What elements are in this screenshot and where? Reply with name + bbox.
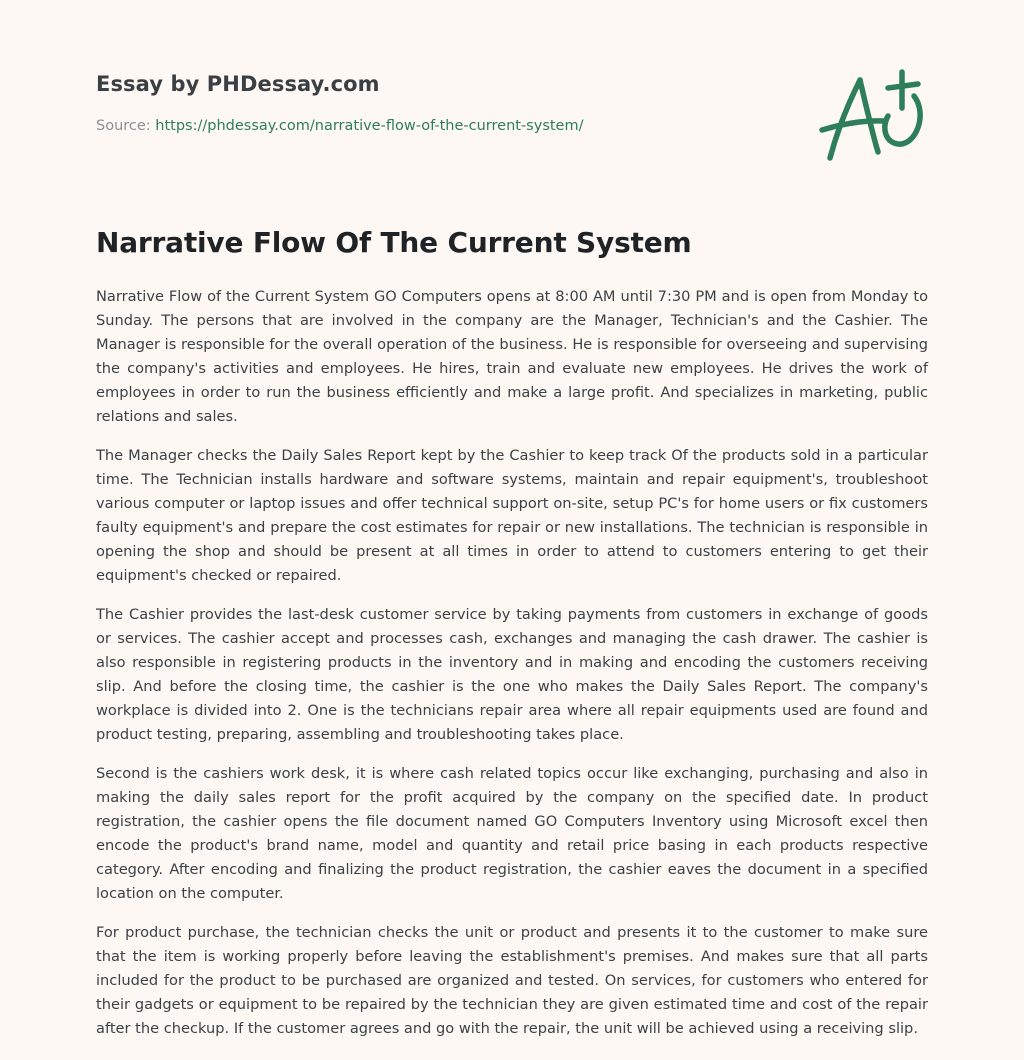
source-line [96,118,796,134]
source-link[interactable]: https://phdessay.com/narrative-flow-of-the-current-system/ [155,118,584,134]
essay-paragraph: Second is the cashiers work desk, it is where cash related topics occur like exchanging, purchasing and also in making the daily sales report for the profit acquired by the company on the specified date. In product registration, the cashier opens the file document named GO Computers Inventory using Microsoft excel then encode the product's brand name, model and quantity and retail price basing in each products respective category. After encoding and finalizing the product registration, the cashier eaves the document in a specified location on the computer. [96,765,928,902]
essay-paragraph: For product purchase, the technician checks the unit or product and presents it to the customer to make sure that the item is working properly before leaving the establishment's premises. And makes sure that all parts included for the product to be purchased are organized and tested. On services, for customers who entered for their gadgets or equipment to be repaired by the technician they are given estimated time and cost of the repair after the checkup. If the customer agrees and go with the repair, the unit will be achieved using a receiving slip. [96,924,928,1037]
essay-title: Narrative Flow Of The Current System [96,226,692,259]
essay-paragraph: The Cashier provides the last-desk customer service by taking payments from customers in exchange of goods or services. The cashier accept and processes cash, exchanges and managing the cash drawer. The cashier is also responsible in registering products in the inventory and in making and encoding the customers receiving slip. And before the closing time, the cashier is the one who makes the Daily Sales Report. The company's workplace is divided into 2. One is the technicians repair area where all repair equipments used are found and product testing, preparing, assembling and troubleshooting takes place. [96,606,928,743]
site-title: Essay by PHDessay.com [96,72,380,96]
essay-paragraph: The Manager checks the Daily Sales Report kept by the Cashier to keep track Of the products sold in a particular time. The Technician installs hardware and software systems, maintain and repair equipment's, troubleshoot various computer or laptop issues and offer technical support on-site, setup PC's for home users or fix customers faulty equipment's and prepare the cost estimates for repair or new installations. The technician is responsible in opening the shop and should be present at all times in order to attend to customers entering to get their equipment's checked or repaired. [96,447,928,584]
source-label: Source: [96,118,151,134]
a-plus-logo-icon [818,66,928,166]
essay-paragraph: Narrative Flow of the Current System GO Computers opens at 8:00 AM until 7:30 PM and is open from Monday to Sunday. The persons that are involved in the company are the Manager, Technician's and the Cashier. The Manager is responsible for the overall operation of the business. He is responsible for overseeing and supervising the company's activities and employees. He hires, train and evaluate new employees. He drives the work of employees in order to run the business efficiently and make a large profit. And specializes in marketing, public relations and sales. [96,288,928,425]
page-header [96,72,796,134]
essay-body [96,285,928,1056]
